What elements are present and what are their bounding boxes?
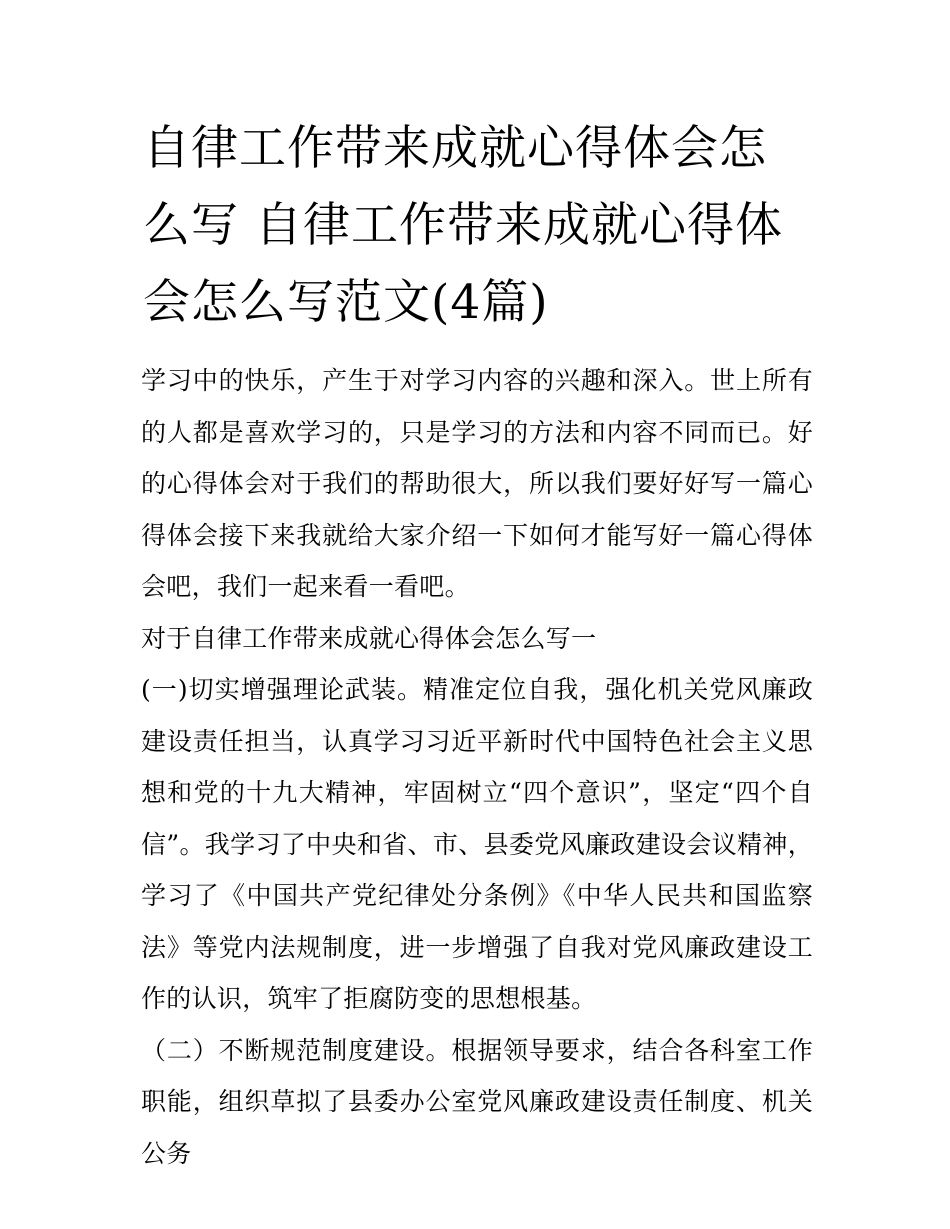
body-paragraph: (一)切实增强理论武装。精准定位自我，强化机关党风廉政建设责任担当，认真学习习近平新时代中国特色社会主义思想和党的十九大精神，牢固树立“四个意识”，坚定“四个自信”。我学习了中央和省、市、县委党风廉政建设会议精神，学习了《中国共产党纪律处分条例》《中华人民共和国监察法》等党内法规制度，进一步增强了自我对党风廉政建设工作的认识，筑牢了拒腐防变的思想根基。 — [141, 675, 813, 1013]
document-body — [141, 355, 813, 1179]
intro-paragraph: 学习中的快乐，产生于对学习内容的兴趣和深入。世上所有的人都是喜欢学习的，只是学习的方法和内容不同而已。好的心得体会对于我们的帮助很大，所以我们要好好写一篇心得体会接下来我就给大家介绍一下如何才能写好一篇心得体会吧，我们一起来看一看吧。 — [141, 366, 813, 601]
body-paragraph: （二）不断规范制度建设。根据领导要求，结合各科室工作职能，组织草拟了县委办公室党风廉政建设责任制度、机关公务 — [141, 1035, 813, 1168]
document-title: 自律工作带来成就心得体会怎么写 自律工作带来成就心得体会怎么写范文(4篇) — [143, 121, 783, 330]
section-heading: 对于自律工作带来成就心得体会怎么写一 — [141, 623, 597, 653]
